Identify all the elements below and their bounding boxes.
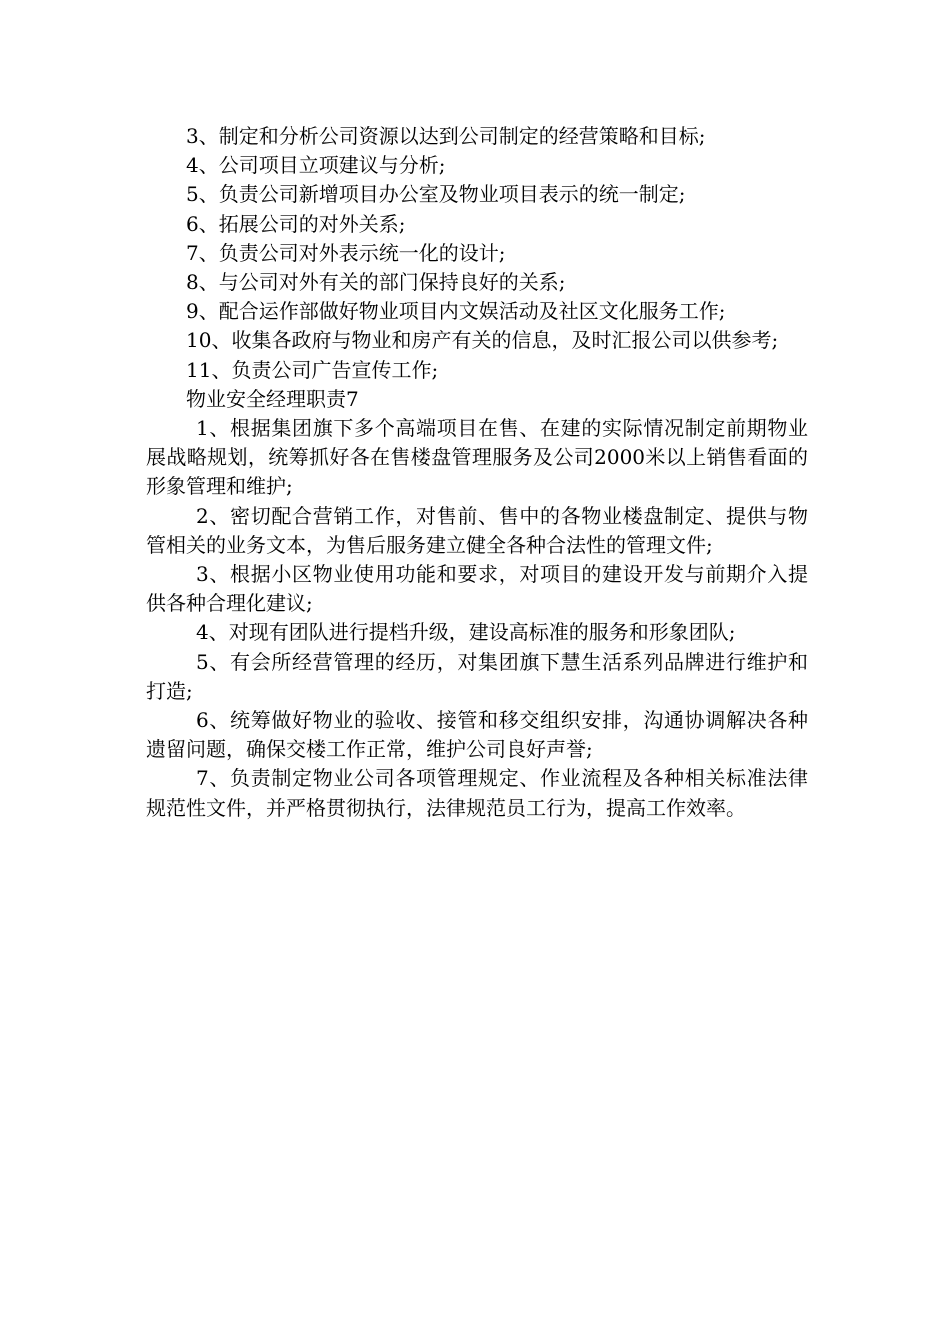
duty-item-1: 1、根据集团旗下多个高端项目在售、在建的实际情况制定前期物业展战略规划，统筹抓好各在售楼盘管理服务及公司2000米以上销售看面的形象管理和维护;	[146, 416, 808, 499]
duty-item-6: 6、统筹做好物业的验收、接管和移交组织安排，沟通协调解决各种遗留问题，确保交楼工作正常，维护公司良好声誉;	[146, 708, 808, 762]
paragraph-item-9: 9、配合运作部做好物业项目内文娱活动及社区文化服务工作;	[186, 299, 726, 324]
duty-item-4: 4、对现有团队进行提档升级，建设高标准的服务和形象团队;	[196, 620, 736, 645]
duty-item-7: 7、负责制定物业公司各项管理规定、作业流程及各种相关标准法律规范性文件，并严格贯彻执行，法律规范员工行为，提高工作效率。	[146, 766, 808, 820]
paragraph-item-8: 8、与公司对外有关的部门保持良好的关系;	[186, 270, 566, 295]
paragraph-item-10: 10、收集各政府与物业和房产有关的信息，及时汇报公司以供参考;	[186, 328, 779, 353]
paragraph-item-7: 7、负责公司对外表示统一化的设计;	[186, 240, 506, 265]
duty-item-5: 5、有会所经营管理的经历，对集团旗下慧生活系列品牌进行维护和打造;	[146, 649, 808, 703]
paragraph-item-5: 5、负责公司新增项目办公室及物业项目表示的统一制定;	[186, 182, 686, 207]
paragraph-item-11: 11、负责公司广告宣传工作;	[186, 357, 439, 382]
duty-item-3: 3、根据小区物业使用功能和要求，对项目的建设开发与前期介入提供各种合理化建议;	[146, 562, 808, 616]
section-heading: 物业安全经理职责7	[186, 386, 359, 411]
paragraph-item-3: 3、制定和分析公司资源以达到公司制定的经营策略和目标;	[186, 124, 706, 148]
paragraph-item-4: 4、公司项目立项建议与分析;	[186, 153, 446, 178]
paragraph-item-6: 6、拓展公司的对外关系;	[186, 211, 406, 236]
document-page	[146, 122, 808, 823]
duty-item-2: 2、密切配合营销工作，对售前、售中的各物业楼盘制定、提供与物管相关的业务文本，为售后服务建立健全各种合法性的管理文件;	[146, 503, 808, 557]
